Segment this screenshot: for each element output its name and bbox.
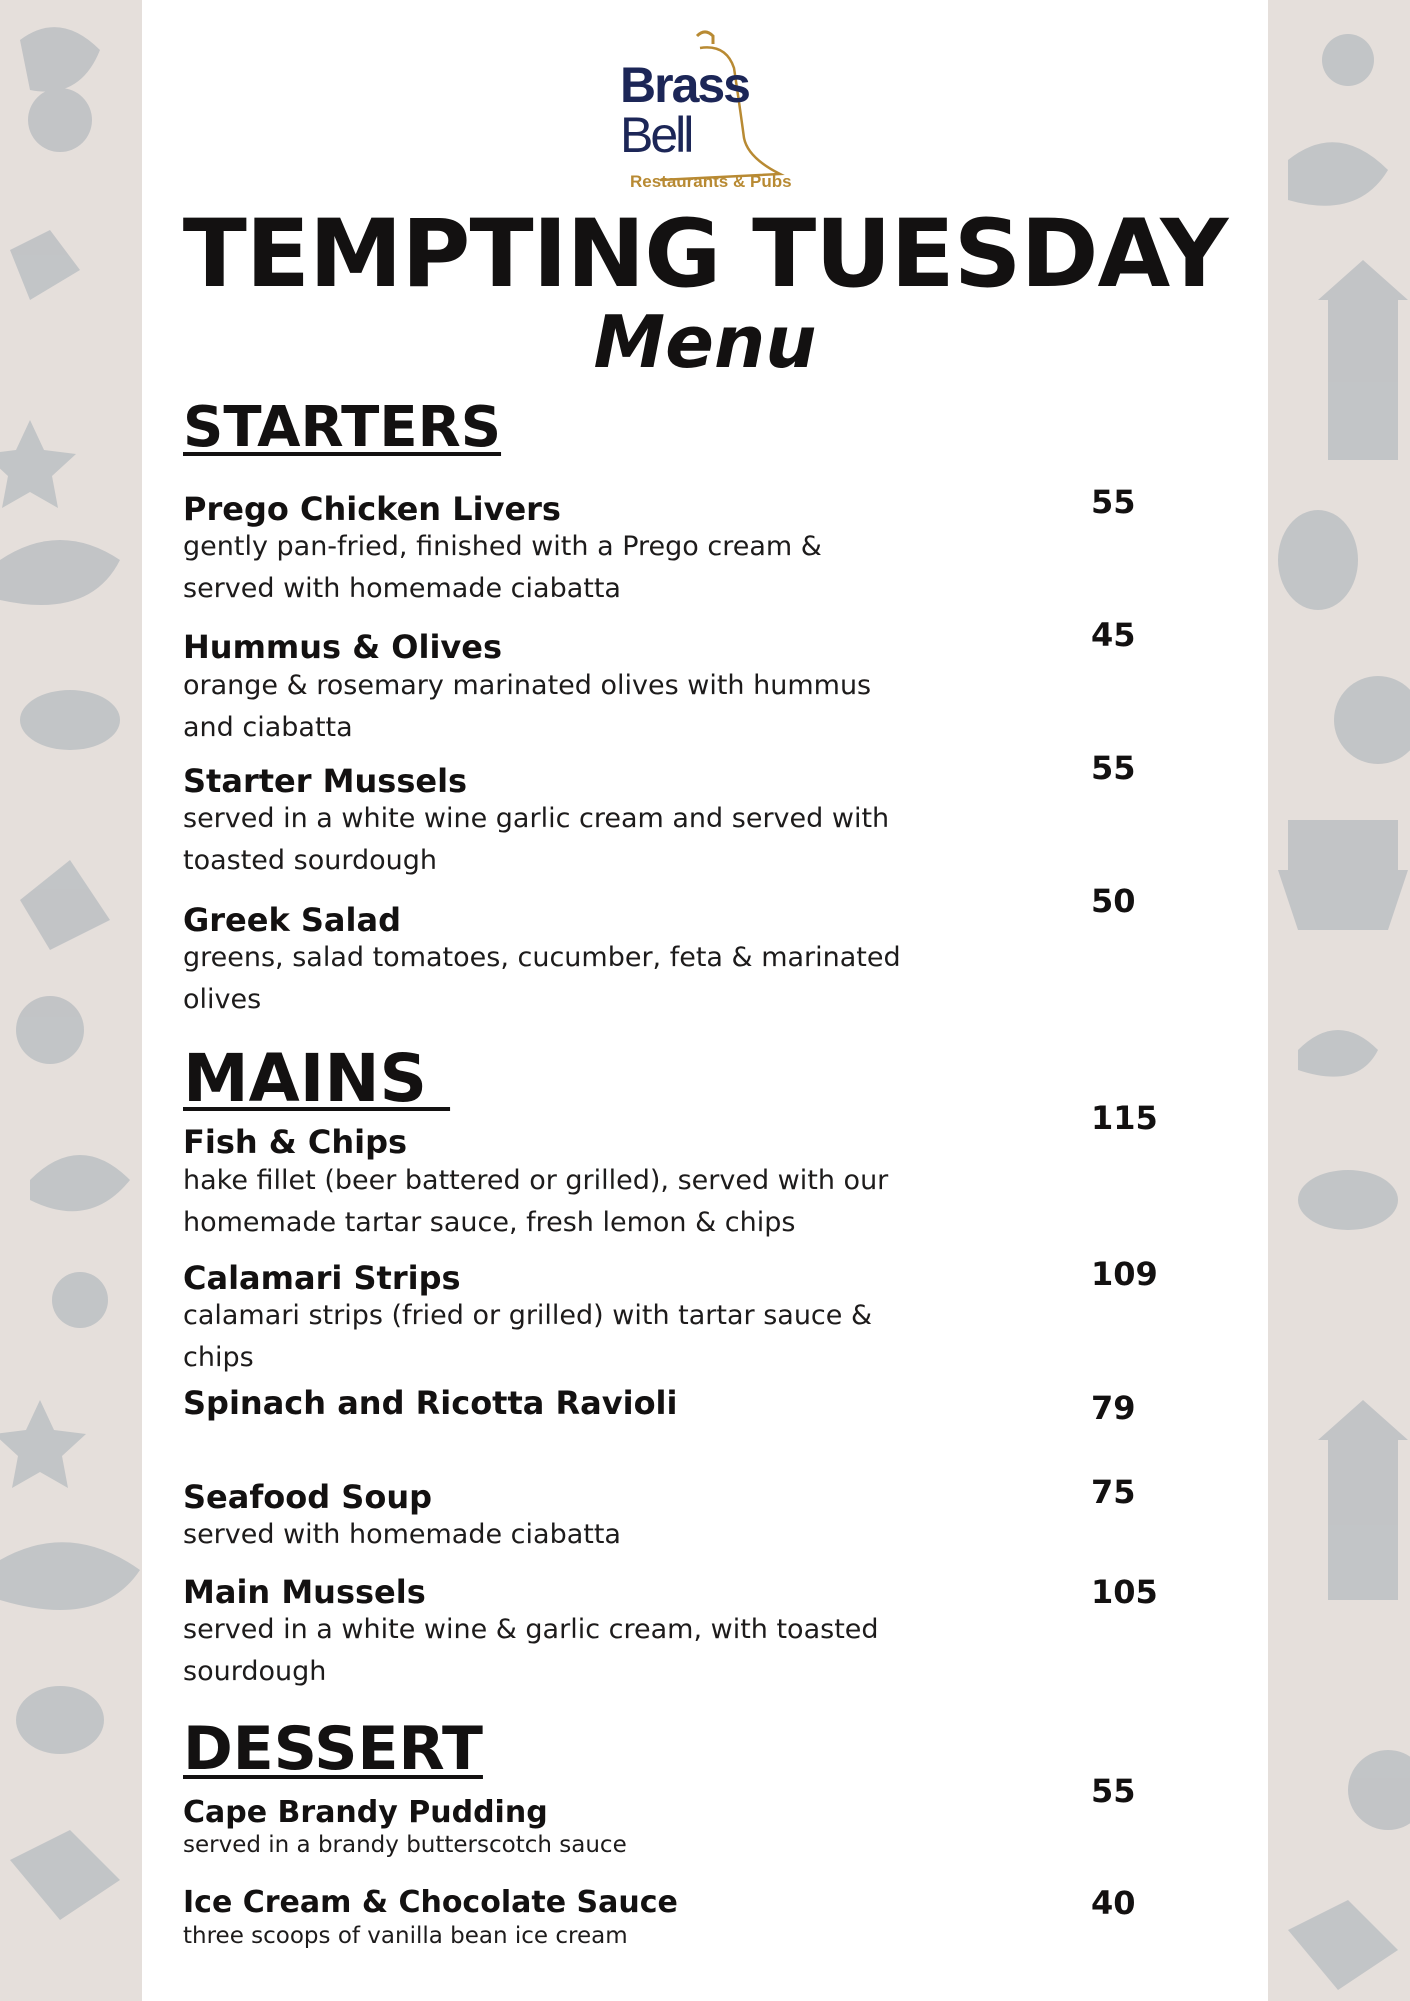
brand-tagline: Restaurants & Pubs <box>630 172 792 191</box>
right-decorative-border <box>1268 0 1410 2001</box>
item-price: 55 <box>1091 749 1136 787</box>
item-name: Greek Salad <box>183 901 401 939</box>
seaside-pattern-right <box>1268 0 1410 2001</box>
left-decorative-border <box>0 0 142 2001</box>
item-name: Main Mussels <box>183 1573 426 1611</box>
item-description: hake fillet (beer battered or grilled), served with our homemade tartar sauce, fresh lemon & chips <box>183 1165 889 1238</box>
brand-name-line2: Bell <box>620 107 692 163</box>
section-heading-dessert: DESSERT <box>183 1714 483 1784</box>
item-price: 115 <box>1091 1099 1158 1137</box>
item-description: served in a brandy butterscotch sauce <box>183 1832 627 1858</box>
item-name: Hummus & Olives <box>183 628 503 666</box>
seaside-pattern-left <box>0 0 142 2001</box>
item-name: Cape Brandy Pudding <box>183 1795 548 1830</box>
item-description: served in a white wine & garlic cream, with toasted sourdough <box>183 1614 879 1687</box>
brass-bell-logo <box>622 26 802 196</box>
item-description: gently pan-fried, finished with a Prego cream & served with homemade ciabatta <box>183 531 822 604</box>
item-description: three scoops of vanilla bean ice cream <box>183 1923 628 1949</box>
menu-subtitle: Menu <box>593 300 817 384</box>
item-description: served with homemade ciabatta <box>183 1519 621 1550</box>
brand-name-line1: Brass <box>620 57 749 113</box>
menu-page <box>142 0 1268 2001</box>
item-price: 45 <box>1091 616 1136 654</box>
item-price: 105 <box>1091 1573 1158 1611</box>
item-price: 79 <box>1091 1389 1136 1427</box>
item-description: orange & rosemary marinated olives with hummus and ciabatta <box>183 670 872 743</box>
item-name: Ice Cream & Chocolate Sauce <box>183 1885 678 1920</box>
item-description: calamari strips (fried or grilled) with tartar sauce & chips <box>183 1300 873 1373</box>
item-price: 109 <box>1091 1255 1158 1293</box>
menu-title: TEMPTING TUESDAY <box>182 200 1228 309</box>
item-price: 40 <box>1091 1884 1136 1922</box>
item-name: Fish & Chips <box>183 1123 408 1161</box>
item-price: 55 <box>1091 1772 1136 1810</box>
item-price: 50 <box>1091 882 1136 920</box>
section-heading-mains: MAINS <box>183 1040 451 1117</box>
item-name: Starter Mussels <box>183 762 468 800</box>
item-name: Calamari Strips <box>183 1259 461 1297</box>
item-name: Spinach and Ricotta Ravioli <box>183 1384 678 1422</box>
item-price: 55 <box>1091 483 1136 521</box>
item-name: Prego Chicken Livers <box>183 490 561 528</box>
section-heading-starters: STARTERS <box>183 395 502 460</box>
item-price: 75 <box>1091 1473 1136 1511</box>
item-description: served in a white wine garlic cream and served with toasted sourdough <box>183 803 890 876</box>
item-description: greens, salad tomatoes, cucumber, feta & marinated olives <box>183 942 901 1015</box>
item-name: Seafood Soup <box>183 1478 432 1516</box>
